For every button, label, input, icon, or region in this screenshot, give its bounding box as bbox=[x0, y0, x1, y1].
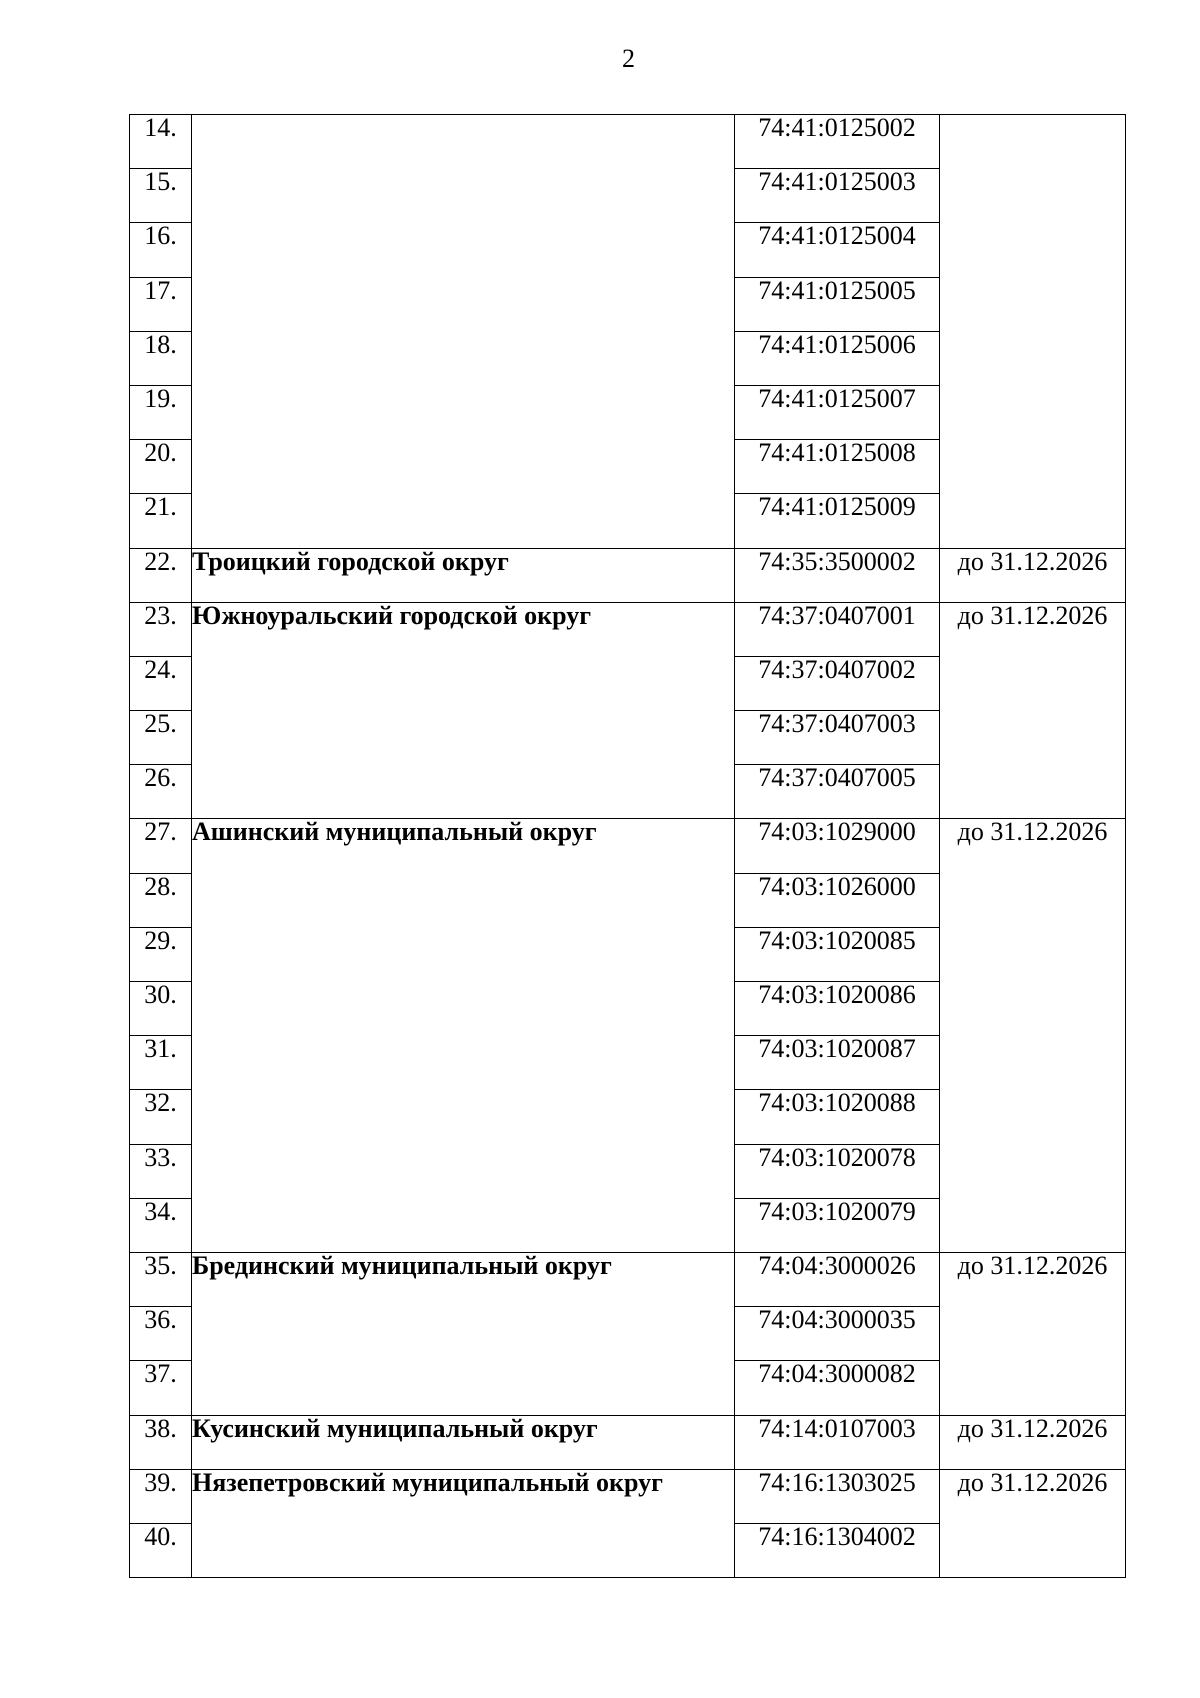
cadastral-number: 74:35:3500002 bbox=[735, 548, 940, 602]
cadastral-number: 74:41:0125004 bbox=[735, 223, 940, 277]
cadastral-number: 74:03:1020086 bbox=[735, 982, 940, 1036]
term-date: до 31.12.2026 bbox=[940, 1469, 1126, 1577]
term-date: до 31.12.2026 bbox=[940, 602, 1126, 819]
row-number: 15. bbox=[130, 169, 192, 223]
cadastral-number: 74:03:1020085 bbox=[735, 927, 940, 981]
row-number: 21. bbox=[130, 494, 192, 548]
cadastral-number: 74:04:3000082 bbox=[735, 1361, 940, 1415]
cadastral-number: 74:41:0125007 bbox=[735, 385, 940, 439]
cadastral-number: 74:04:3000026 bbox=[735, 1252, 940, 1306]
table-row bbox=[130, 1252, 1126, 1306]
term-date: до 31.12.2026 bbox=[940, 1252, 1126, 1415]
row-number: 27. bbox=[130, 819, 192, 873]
term-date: до 31.12.2026 bbox=[940, 819, 1126, 1253]
cadastral-number: 74:41:0125003 bbox=[735, 169, 940, 223]
row-number: 23. bbox=[130, 602, 192, 656]
cadastral-number: 74:37:0407003 bbox=[735, 711, 940, 765]
district-name: Троицкий городской округ bbox=[192, 548, 735, 602]
district-name: Нязепетровский муниципальный округ bbox=[192, 1469, 735, 1577]
cadastral-number: 74:41:0125002 bbox=[735, 115, 940, 169]
row-number: 22. bbox=[130, 548, 192, 602]
cadastral-quarters-table bbox=[129, 114, 1126, 1578]
table-row bbox=[130, 1469, 1126, 1523]
row-number: 29. bbox=[130, 927, 192, 981]
cadastral-number: 74:41:0125009 bbox=[735, 494, 940, 548]
cadastral-number: 74:41:0125005 bbox=[735, 277, 940, 331]
row-number: 20. bbox=[130, 440, 192, 494]
cadastral-number: 74:03:1020079 bbox=[735, 1198, 940, 1252]
row-number: 37. bbox=[130, 1361, 192, 1415]
cadastral-number: 74:16:1304002 bbox=[735, 1523, 940, 1577]
cadastral-number: 74:04:3000035 bbox=[735, 1307, 940, 1361]
row-number: 33. bbox=[130, 1144, 192, 1198]
row-number: 32. bbox=[130, 1090, 192, 1144]
cadastral-number: 74:03:1020078 bbox=[735, 1144, 940, 1198]
cadastral-number: 74:41:0125008 bbox=[735, 440, 940, 494]
cadastral-number: 74:03:1020088 bbox=[735, 1090, 940, 1144]
table-row bbox=[130, 819, 1126, 873]
row-number: 36. bbox=[130, 1307, 192, 1361]
district-cell bbox=[192, 115, 735, 549]
row-number: 25. bbox=[130, 711, 192, 765]
cadastral-number: 74:03:1026000 bbox=[735, 873, 940, 927]
cadastral-number: 74:03:1020087 bbox=[735, 1036, 940, 1090]
term-cell bbox=[940, 115, 1126, 549]
cadastral-number: 74:03:1029000 bbox=[735, 819, 940, 873]
row-number: 24. bbox=[130, 656, 192, 710]
cadastral-number: 74:37:0407001 bbox=[735, 602, 940, 656]
row-number: 16. bbox=[130, 223, 192, 277]
row-number: 19. bbox=[130, 385, 192, 439]
row-number: 40. bbox=[130, 1523, 192, 1577]
district-name: Брединский муниципальный округ bbox=[192, 1252, 735, 1415]
table-row bbox=[130, 1415, 1126, 1469]
cadastral-number: 74:14:0107003 bbox=[735, 1415, 940, 1469]
row-number: 26. bbox=[130, 765, 192, 819]
term-date: до 31.12.2026 bbox=[940, 1415, 1126, 1469]
row-number: 39. bbox=[130, 1469, 192, 1523]
row-number: 38. bbox=[130, 1415, 192, 1469]
row-number: 14. bbox=[130, 115, 192, 169]
row-number: 31. bbox=[130, 1036, 192, 1090]
cadastral-number: 74:41:0125006 bbox=[735, 331, 940, 385]
table-row bbox=[130, 115, 1126, 169]
row-number: 30. bbox=[130, 982, 192, 1036]
cadastral-number: 74:16:1303025 bbox=[735, 1469, 940, 1523]
district-name: Южноуральский городской округ bbox=[192, 602, 735, 819]
cadastral-number: 74:37:0407005 bbox=[735, 765, 940, 819]
page-number: 2 bbox=[622, 44, 635, 73]
row-number: 34. bbox=[130, 1198, 192, 1252]
district-name: Ашинский муниципальный округ bbox=[192, 819, 735, 1253]
district-name: Кусинский муниципальный округ bbox=[192, 1415, 735, 1469]
row-number: 18. bbox=[130, 331, 192, 385]
row-number: 35. bbox=[130, 1252, 192, 1306]
term-date: до 31.12.2026 bbox=[940, 548, 1126, 602]
cadastral-number: 74:37:0407002 bbox=[735, 656, 940, 710]
table-row bbox=[130, 602, 1126, 656]
table-row bbox=[130, 548, 1126, 602]
row-number: 28. bbox=[130, 873, 192, 927]
row-number: 17. bbox=[130, 277, 192, 331]
